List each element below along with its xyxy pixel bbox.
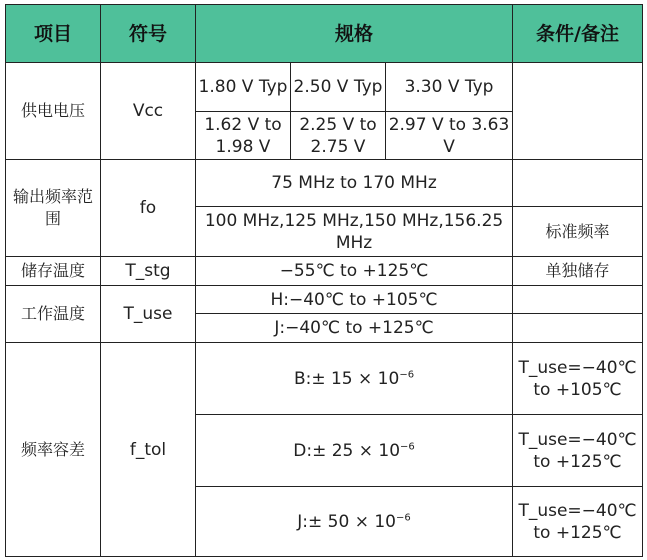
tolerance-j-condition: T_use=−40℃ to +125℃	[513, 487, 643, 557]
tolerance-d-exponent: −6	[400, 440, 415, 452]
header-condition: 条件/备注	[513, 5, 643, 63]
tolerance-d-prefix: D:	[293, 440, 313, 461]
supply-range-1: 1.62 V to 1.98 V	[196, 112, 291, 160]
freq-standard: 100 MHz,125 MHz,150 MHz,156.25 MHz	[196, 207, 513, 257]
tolerance-symbol: f_tol	[101, 343, 196, 557]
header-item: 项目	[6, 5, 101, 63]
operating-j: J:−40℃ to +125℃	[196, 314, 513, 343]
storage-symbol: T_stg	[101, 257, 196, 286]
tolerance-b-prefix: B:	[293, 368, 312, 389]
tolerance-j-prefix: J:	[297, 511, 309, 532]
freq-range-condition	[513, 160, 643, 207]
tolerance-b-condition: T_use=−40℃ to +105℃	[513, 343, 643, 415]
table-row	[6, 286, 643, 314]
freq-range: 75 MHz to 170 MHz	[196, 160, 513, 207]
supply-range-2: 2.25 V to 2.75 V	[291, 112, 386, 160]
tolerance-b	[196, 343, 513, 415]
supply-typ-2: 2.50 V Typ	[291, 63, 386, 112]
supply-label: 供电电压	[6, 63, 101, 160]
tolerance-b-exponent: −6	[399, 368, 415, 380]
table-row	[6, 257, 643, 286]
header-symbol: 符号	[101, 5, 196, 63]
supply-condition	[513, 63, 643, 160]
operating-h: H:−40℃ to +105℃	[196, 286, 513, 314]
header-spec: 规格	[196, 5, 513, 63]
operating-label: 工作温度	[6, 286, 101, 343]
tolerance-j-exponent: −6	[396, 511, 411, 523]
storage-note: 单独储存	[513, 257, 643, 286]
tolerance-j	[196, 487, 513, 557]
tolerance-d-condition: T_use=−40℃ to +125℃	[513, 415, 643, 487]
supply-range-3: 2.97 V to 3.63 V	[386, 112, 513, 160]
tolerance-b-value: ± 15 × 10	[311, 368, 400, 389]
tolerance-d	[196, 415, 513, 487]
supply-symbol: Vcc	[101, 63, 196, 160]
freq-symbol: fo	[101, 160, 196, 257]
table-row	[6, 63, 643, 112]
tolerance-d-value: ± 25 × 10	[312, 440, 401, 461]
table-row	[6, 343, 643, 415]
freq-standard-note: 标准频率	[513, 207, 643, 257]
operating-h-condition	[513, 286, 643, 314]
header-row	[6, 5, 643, 63]
table-row	[6, 160, 643, 207]
storage-spec: −55℃ to +125℃	[196, 257, 513, 286]
supply-typ-3: 3.30 V Typ	[386, 63, 513, 112]
tolerance-label: 频率容差	[6, 343, 101, 557]
spec-table	[5, 4, 643, 557]
supply-typ-1: 1.80 V Typ	[196, 63, 291, 112]
operating-symbol: T_use	[101, 286, 196, 343]
freq-label: 输出频率范围	[6, 160, 101, 257]
storage-label: 储存温度	[6, 257, 101, 286]
tolerance-j-value: ± 50 × 10	[308, 511, 396, 532]
operating-j-condition	[513, 314, 643, 343]
